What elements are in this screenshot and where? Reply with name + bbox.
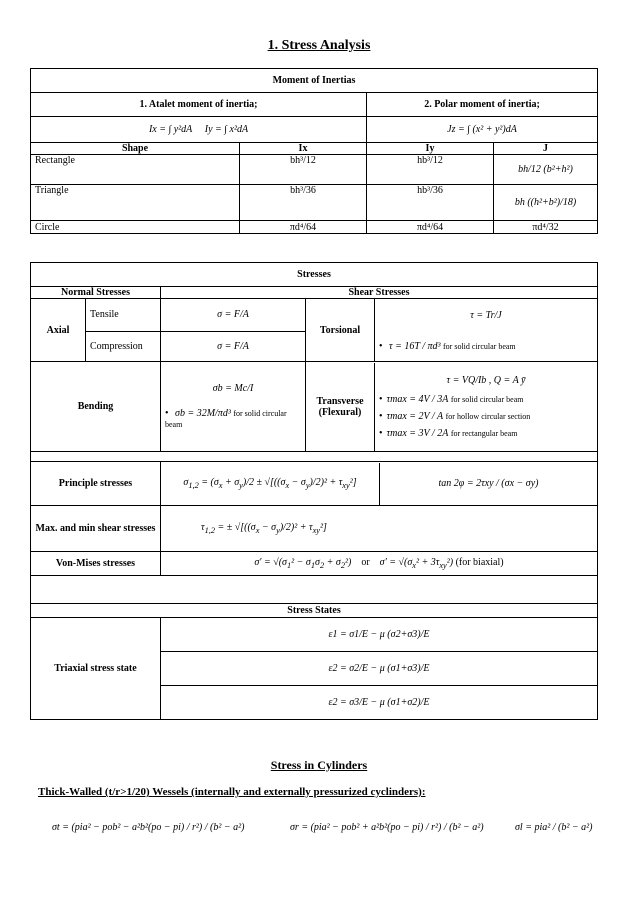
eq-iy: Iy = ∫ x²dA xyxy=(204,124,249,135)
note-t2: for hollow circular section xyxy=(445,411,531,421)
tau-max3: τmax = 3V / 2A xyxy=(386,427,449,439)
row-tri-ix: bh³/36 xyxy=(240,185,367,221)
stresses-table xyxy=(30,262,598,720)
bullet-icon: • xyxy=(165,408,169,419)
sigma-12: $\sigma_{1,2} = (\sigma_x + \sigma_y)/2 \pm √[((\sigma_x - \sigma_y)/2)^2 + \tau_{xy}^2]$ xyxy=(161,463,380,505)
row-tri-iy: hb³/36 xyxy=(367,185,494,221)
row-rect-iy: hb³/12 xyxy=(367,155,494,185)
sigma-t-formula: σt = (pia² − pob² − a²b²(po − pi) / r²) / (b² − a²) xyxy=(52,822,245,833)
tan-2phi: tan 2φ = 2τxy / (σx − σy) xyxy=(438,478,539,489)
note-solid: for solid circular beam xyxy=(443,341,516,351)
col-j: J xyxy=(494,143,598,155)
tau-max1-row xyxy=(379,394,593,405)
bullet-icon: • xyxy=(379,410,383,422)
spacer-row-2 xyxy=(31,576,598,604)
maxmin-label: Max. and min shear stresses xyxy=(31,506,161,552)
torsional-label: Torsional xyxy=(306,299,375,361)
note-bending: for solid circular beam xyxy=(165,409,287,429)
sigma-compression: σ = F/A xyxy=(161,331,306,361)
sigma-l-formula: σl = pia² / (b² − a²) xyxy=(515,822,593,833)
tau-max2: τmax = 2V / A xyxy=(386,410,444,422)
cylinders-subheader: Thick-Walled (t/r>1/20) Wessels (internally and externally pressurized cyclinders): xyxy=(38,786,426,798)
cylinders-header: Stress in Cylinders xyxy=(270,758,368,772)
shear-stresses-header: Shear Stresses xyxy=(161,287,598,299)
vonmises-formula: $\sigma' = √(\sigma_1^2 - \sigma_1\sigma_2 + \sigma_2^2)$ or $\sigma' = √(\sigma_x^2 + 3\tau_{xy}^2)$ (for biaxial) xyxy=(161,552,598,576)
sigma-r-formula: σr = (pia² − pob² + a²b²(po − pi) / r²) / (b² − a²) xyxy=(290,822,484,833)
tau-circ: τ = 16T / πd³ xyxy=(389,340,441,352)
col-shape: Shape xyxy=(31,143,240,155)
tau-12: $\tau_{1,2}$ = ± $√[((\sigma_x - \sigma_y)/2)^2 + \tau_{xy}^2]$ xyxy=(161,506,598,552)
bullet-icon: • xyxy=(379,393,383,405)
moment-of-inertia-table xyxy=(30,68,598,234)
row-rect-ix: bh³/12 xyxy=(240,155,367,185)
bullet-icon: • xyxy=(379,340,383,352)
row-rect-shape: Rectangle xyxy=(31,155,240,185)
row-circ-shape: Circle xyxy=(31,221,240,234)
triaxial-label: Triaxial stress state xyxy=(31,618,161,720)
tau-circ-row xyxy=(375,331,598,361)
transverse-cell xyxy=(306,362,598,452)
row-circ-j: πd⁴/32 xyxy=(494,221,598,234)
note-t3: for rectangular beam xyxy=(450,428,518,438)
normal-stresses-header: Normal Stresses xyxy=(31,287,161,299)
sigma-tensile: σ = F/A xyxy=(161,299,306,332)
moi-sub-atalet: 1. Atalet moment of inertia; xyxy=(31,93,367,117)
sigma-b2: σb = 32M/πd³ xyxy=(175,408,231,419)
row-tri-j: bh ((h²+b²)/18) xyxy=(494,185,598,221)
torsional-cell xyxy=(306,299,598,362)
eq-ix: Ix = ∫ y²dA xyxy=(148,124,193,135)
bullet-icon: • xyxy=(379,427,383,439)
spacer-row xyxy=(31,452,598,462)
moi-sub-polar: 2. Polar moment of inertia; xyxy=(367,93,598,117)
strain-eq-2: ε2 = σ2/E − μ (σ1+σ3)/E xyxy=(161,652,598,686)
moi-header: Moment of Inertias xyxy=(31,69,598,93)
row-circ-ix: πd⁴/64 xyxy=(240,221,367,234)
bending-formulas xyxy=(161,362,306,452)
strain-eq-3: ε2 = σ3/E − μ (σ1+σ2)/E xyxy=(161,686,598,720)
moi-eq-ixiy xyxy=(31,117,367,143)
bending-label: Bending xyxy=(31,362,161,452)
stress-states-header: Stress States xyxy=(31,604,598,618)
moi-eq-j: Jz = ∫ (x² + y²)dA xyxy=(367,117,598,143)
sigma-b2-row xyxy=(165,408,301,430)
tau-vq: τ = VQ/Ib , Q = A ȳ xyxy=(446,374,526,386)
principle-label: Principle stresses xyxy=(31,462,161,506)
or-text: or xyxy=(361,557,370,568)
stresses-header: Stresses xyxy=(31,263,598,287)
tau-max2-row xyxy=(379,411,593,422)
sigma-b: σb = Mc/I xyxy=(212,383,254,394)
tau-max3-row xyxy=(379,428,593,439)
col-ix: Ix xyxy=(240,143,367,155)
row-rect-j: bh/12 (b²+h²) xyxy=(494,155,598,185)
strain-eq-1: ε1 = σ1/E − μ (σ2+σ3)/E xyxy=(161,618,598,652)
note-t1: for solid circular beam xyxy=(450,394,524,404)
row-circ-iy: πd⁴/64 xyxy=(367,221,494,234)
transverse-formulas xyxy=(375,363,598,451)
compression-label: Compression xyxy=(86,331,161,361)
col-iy: Iy xyxy=(367,143,494,155)
axial-label: Axial xyxy=(31,299,86,362)
biaxial-note: (for biaxial) xyxy=(455,557,504,568)
tensile-label: Tensile xyxy=(86,299,161,332)
vonmises-label: Von-Mises stresses xyxy=(31,552,161,576)
transverse-label: Transverse (Flexural) xyxy=(306,363,375,451)
tau-tr-j: τ = Tr/J xyxy=(470,309,502,321)
row-tri-shape: Triangle xyxy=(31,185,240,221)
page-title: 1. Stress Analysis xyxy=(267,38,371,53)
principle-tan-cell xyxy=(161,462,598,506)
tau-max1: τmax = 4V / 3A xyxy=(386,393,449,405)
